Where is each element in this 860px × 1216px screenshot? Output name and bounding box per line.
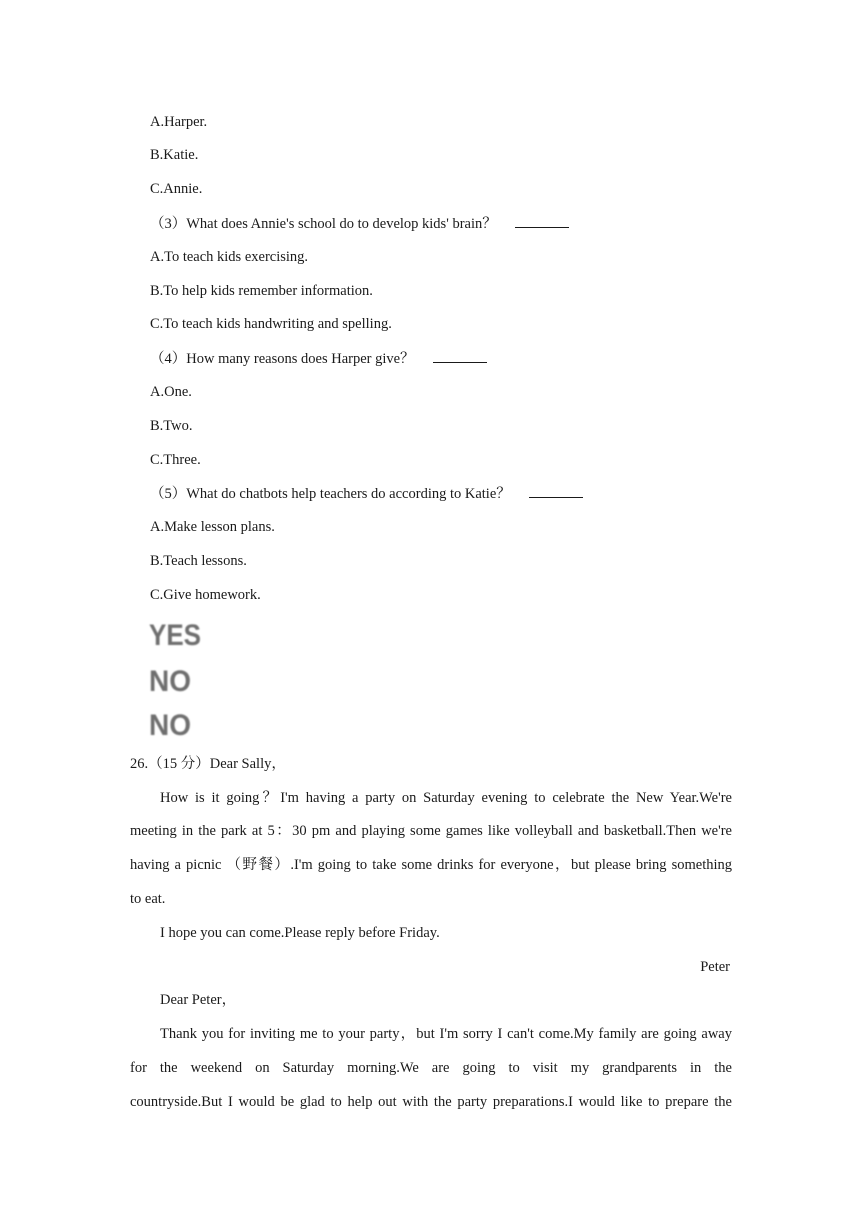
option-a: A.One.	[150, 384, 192, 400]
no-image	[148, 662, 202, 696]
letter1-line: How is it going？I'm having a party on Saturday evening to celebrate the New Year.We're	[160, 790, 732, 806]
question-5-text: （5）What do chatbots help teachers do according to Katie？	[150, 486, 511, 502]
letter2-line: Thank you for inviting me to your party，but I'm sorry I can't come.My family are going away	[160, 1026, 732, 1042]
option-c: C.Annie.	[150, 181, 203, 197]
yes-image	[148, 616, 202, 650]
letter1-line: I hope you can come.Please reply before Friday.	[160, 925, 440, 941]
letter1-line: meeting in the park at 5：30 pm and playing some games like volleyball and basketball.Then we're	[130, 823, 732, 839]
svg-text:YES: YES	[149, 619, 201, 652]
question-26-heading: 26.（15 分）Dear Sally，	[130, 756, 286, 772]
letter2-line: countryside.But I would be glad to help out with the party preparations.I would like to prepare the	[130, 1094, 732, 1110]
question-5	[150, 483, 583, 504]
option-b: B.Katie.	[150, 147, 199, 163]
answer-blank[interactable]	[515, 213, 569, 228]
option-b: B.Two.	[150, 418, 193, 434]
option-b: B.To help kids remember information.	[150, 283, 373, 299]
letter1-line: to eat.	[130, 891, 166, 907]
option-c: C.Three.	[150, 452, 201, 468]
letter1-line: having a picnic （野餐）.I'm going to take some drinks for everyone，but please bring something	[130, 857, 732, 873]
svg-text:NO: NO	[149, 665, 191, 698]
answer-blank[interactable]	[433, 348, 487, 363]
question-3	[150, 213, 569, 234]
no-image	[148, 706, 202, 740]
letter2-greeting: Dear Peter，	[160, 992, 237, 1008]
signature: Peter	[700, 959, 730, 975]
option-a: A.To teach kids exercising.	[150, 249, 309, 265]
option-c: C.Give homework.	[150, 587, 261, 603]
option-a: A.Make lesson plans.	[150, 519, 275, 535]
question-3-text: （3）What does Annie's school do to develop kids' brain？	[150, 216, 497, 232]
option-b: B.Teach lessons.	[150, 553, 247, 569]
question-4	[150, 348, 487, 369]
letter2-line: for the weekend on Saturday morning.We are going to visit my grandparents in the	[130, 1060, 732, 1076]
question-4-text: （4）How many reasons does Harper give？	[150, 351, 415, 367]
answer-blank[interactable]	[529, 483, 583, 498]
option-c: C.To teach kids handwriting and spelling.	[150, 316, 392, 332]
option-a: A.Harper.	[150, 114, 208, 130]
svg-text:NO: NO	[149, 709, 191, 742]
